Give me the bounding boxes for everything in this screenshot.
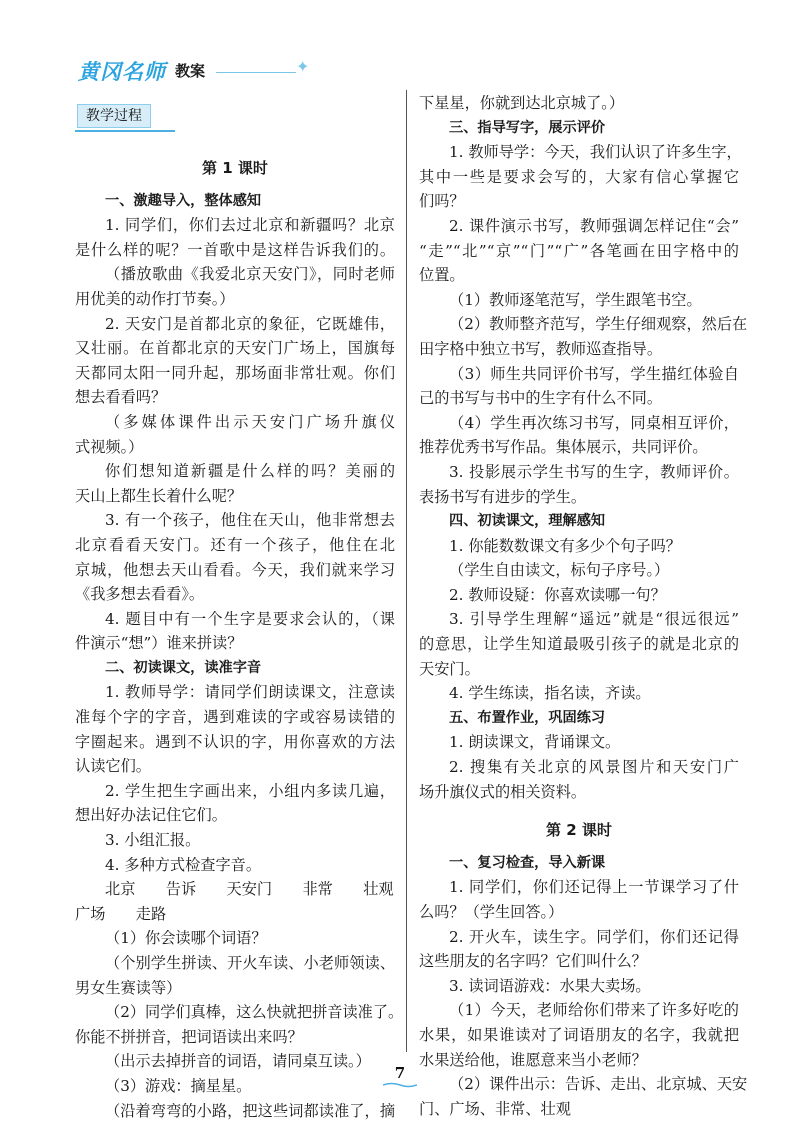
paragraph-line: 2. 天安门是首都北京的象征，它既雄伟， — [105, 314, 395, 333]
paragraph-line: （1）教师逐笔范写，学生跟笔书空。 — [449, 290, 702, 309]
paragraph-line: 想出好办法记住它们。 — [75, 806, 227, 825]
paragraph-line: （1）今天，老师给你们带来了许多好吃的 — [449, 1001, 739, 1020]
column-divider — [406, 90, 407, 1052]
paragraph-line: 门、广场、非常、壮观 — [419, 1099, 571, 1118]
paragraph-line: 广场 走路 — [75, 904, 167, 923]
paragraph-line: 1. 你能数数课文有多少个句子吗？ — [449, 536, 681, 555]
paragraph-line: 天都同太阳一同升起，那场面非常壮观。你们 — [75, 363, 395, 382]
section-heading: 四、初读课文，理解感知 — [449, 513, 606, 530]
paragraph-line: 字圈起来。遇到不认识的字，用你喜欢的方法 — [75, 732, 395, 751]
paragraph-line: 1. 教师导学：请同学们朗读课文，注意读 — [105, 683, 395, 702]
paragraph-line: 3. 有一个孩子，他住在天山，他非常想去 — [105, 511, 395, 530]
paragraph-line: 田字格中独立书写，教师巡查指导。 — [419, 339, 662, 358]
paragraph-line: 天安门。 — [419, 659, 480, 678]
paragraph-line: 件演示“想”）谁来拼读？ — [75, 634, 243, 653]
paragraph-line: （3）师生共同评价书写，学生描红体验自 — [449, 364, 739, 383]
paragraph-line: 4. 学生练读，指名读，齐读。 — [449, 684, 651, 703]
section-heading: 二、初读课文，读准字音 — [105, 659, 262, 676]
paragraph-line: （2）教师整齐范写，学生仔细观察，然后在 — [449, 315, 748, 334]
paragraph-line: 用优美的动作打节奏。） — [75, 289, 235, 308]
right-column — [419, 91, 748, 1121]
section-label-text: 教学过程 — [77, 104, 151, 128]
paragraph-line: 又壮丽。在首都北京的天安门广场上，国旗每 — [75, 339, 395, 358]
paragraph-line: 推荐优秀书写作品。集体展示，共同评价。 — [419, 438, 708, 457]
paragraph-line: 1. 同学们，你们还记得上一节课学习了什 — [449, 878, 739, 897]
paragraph-line: 1. 朗读课文，背诵课文。 — [449, 733, 621, 752]
page-header — [78, 56, 338, 86]
paragraph-line: 其中一些是要求会写的，大家有信心掌握它 — [419, 167, 739, 186]
paragraph-line: 是什么样的呢？一首歌中是这样告诉我们的。 — [75, 240, 395, 259]
paragraph-line: 这些朋友的名字吗？它们叫什么？ — [419, 952, 647, 971]
paragraph-line: 表扬书写有进步的学生。 — [419, 487, 587, 506]
paragraph-line: （2）课件出示：告诉、走出、北京城、天安 — [449, 1075, 748, 1094]
paragraph-line: 2. 教师设疑：你喜欢读哪一句？ — [449, 585, 666, 604]
paragraph-line: 天山上都生长着什么呢？ — [75, 486, 243, 505]
paragraph-line: 你能不拼拼音，把词语读出来吗？ — [75, 1027, 303, 1046]
paragraph-line: （1）你会读哪个词语？ — [105, 929, 267, 948]
paragraph-line: 己的书写与书中的生字有什么不同。 — [419, 389, 662, 408]
paragraph-line: 们吗？ — [419, 192, 465, 211]
section-heading: 三、指导写字，展示评价 — [449, 119, 606, 136]
paragraph-line: 的意思，让学生知道最吸引孩子的就是北京的 — [419, 635, 739, 654]
paragraph-line: 3. 投影展示学生书写的生字，教师评价。 — [449, 462, 739, 481]
section-label — [75, 104, 175, 130]
paragraph-line: 水果送给他，谁愿意来当小老师？ — [419, 1050, 647, 1069]
lesson-title: 第 1 课时 — [202, 159, 268, 177]
paragraph-line: 想去看看吗？ — [75, 388, 167, 407]
sparkle-icon: ✦ — [296, 57, 310, 76]
header-subtitle: 教案 — [175, 62, 206, 80]
paragraph-line: 1. 教师导学：今天，我们认识了许多生字， — [449, 143, 742, 162]
paragraph-line: 3. 读词语游戏：水果大卖场。 — [449, 976, 651, 995]
paragraph-line: （3）游戏：摘星星。 — [105, 1076, 252, 1095]
paragraph-line: 你们想知道新疆是什么样的吗？美丽的 — [105, 462, 395, 481]
paragraph-line: 2. 搜集有关北京的风景图片和天安门广 — [449, 758, 739, 777]
paragraph-line: 《我多想去看看》。 — [75, 585, 205, 604]
section-heading: 一、复习检查，导入新课 — [449, 854, 606, 871]
paragraph-line: （出示去掉拼音的词语，请同桌互读。） — [105, 1052, 371, 1071]
paragraph-line: 位置。 — [419, 266, 465, 285]
paragraph-line: 认读它们。 — [75, 757, 151, 776]
paragraph-line: （学生自由读文，标句子序号。） — [449, 561, 670, 580]
section-heading: 一、激趣导入，整体感知 — [105, 192, 262, 209]
paragraph-line: （4）学生再次练习书写，同桌相互评价， — [449, 413, 739, 432]
paragraph-line: 3. 引导学生理解“遥远”就是“很远很远” — [449, 610, 739, 629]
paragraph-line: 准每个字的字音，遇到难读的字或容易读错的 — [75, 708, 395, 727]
paragraph-line: 1. 同学们，你们去过北京和新疆吗？北京 — [105, 216, 395, 235]
left-column — [75, 104, 404, 1123]
paragraph-line: 北京 告诉 天安门 非常 壮观 — [105, 880, 394, 899]
paragraph-line: （多媒体课件出示天安门广场升旗仪 — [105, 412, 395, 431]
paragraph-line: 下星星，你就到达北京城了。） — [419, 94, 625, 112]
paragraph-line: 北京看看天安门。还有一个孩子，他住在北 — [75, 535, 395, 554]
page-number: 7 — [394, 1064, 406, 1082]
brand-logo: 黄冈名师 — [78, 60, 166, 84]
paragraph-line: 水果，如果谁读对了词语朋友的名字，我就把 — [419, 1025, 739, 1044]
paragraph-line: “走”“北”“京”“门”“广”各笔画在田字格中的 — [419, 241, 739, 260]
paragraph-line: 么吗？（学生回答。） — [419, 903, 564, 921]
paragraph-line: （沿着弯弯的小路，把这些词都读准了，摘 — [105, 1101, 395, 1120]
lesson-title: 第 2 课时 — [546, 821, 612, 840]
paragraph-line: 4. 多种方式检查字音。 — [105, 855, 262, 874]
paragraph-line: （个别学生拼读、开火车读、小老师领读、 — [105, 954, 395, 972]
paragraph-line: 2. 课件演示书写，教师强调怎样记住“会” — [449, 216, 739, 235]
section-heading: 五、布置作业，巩固练习 — [449, 709, 606, 726]
paragraph-line: 3. 小组汇报。 — [105, 831, 201, 850]
paragraph-line: （播放歌曲《我爱北京天安门》，同时老师 — [105, 265, 395, 284]
paragraph-line: 2. 开火车，读生字。同学们，你们还记得 — [449, 927, 739, 946]
paragraph-line: （2）同学们真棒，这么快就把拼音读准了。 — [105, 1003, 404, 1022]
paragraph-line: 场升旗仪式的相关资料。 — [419, 782, 587, 801]
header-rule — [216, 72, 296, 73]
paragraph-line: 4. 题目中有一个生字是要求会认的，（课 — [105, 609, 395, 628]
section-underline — [75, 130, 175, 132]
paragraph-line: 2. 学生把生字画出来，小组内多读几遍， — [105, 781, 395, 800]
page-number-wave — [383, 1082, 417, 1088]
paragraph-line: 式视频。） — [75, 437, 144, 456]
paragraph-line: 京城，他想去天山看看。今天，我们就来学习 — [75, 560, 395, 579]
paragraph-line: 男女生赛读等） — [75, 978, 182, 997]
